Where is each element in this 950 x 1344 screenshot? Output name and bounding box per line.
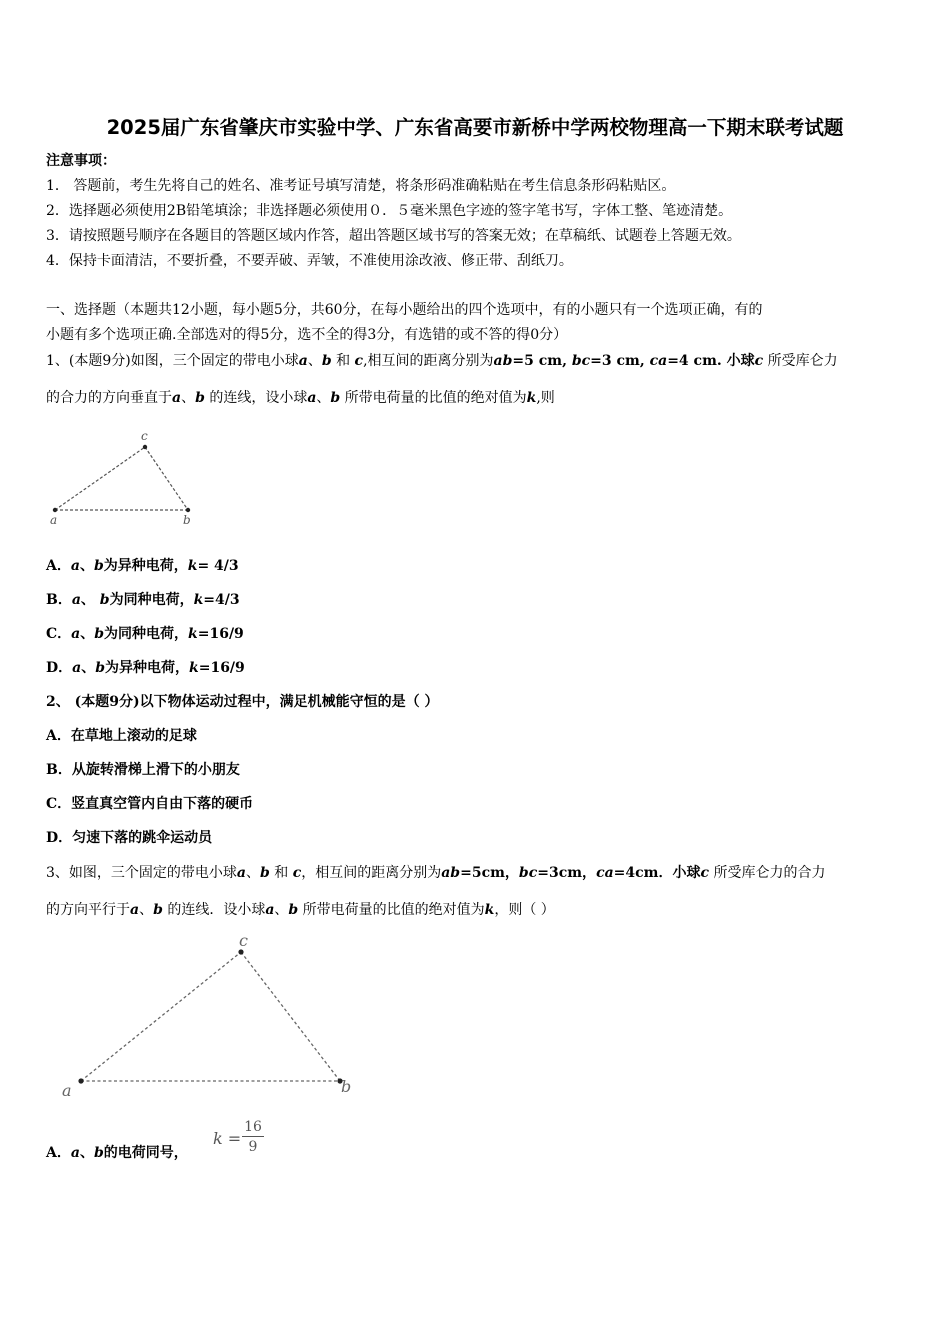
q3-label-b: b xyxy=(341,1077,352,1096)
q1-option-c: C．a、b为同种电荷，k=16/9 xyxy=(46,626,244,642)
notes-heading: 注意事项： xyxy=(46,153,116,169)
q1-option-a: A．a、b为异种电荷，k= 4/3 xyxy=(46,558,239,574)
q1-charge-a xyxy=(53,508,57,512)
q2-option-d: D．匀速下落的跳伞运动员 xyxy=(46,830,213,846)
note-item-3: 3．请按照题号顺序在各题目的答题区域内作答，超出答题区域书写的答案无效；在草稿纸、试题卷上答题无效。 xyxy=(46,228,741,244)
section-instructions-line2: 小题有多个选项正确.全部选对的得5分，选不全的得3分，有选错的或不答的得0分） xyxy=(46,327,568,343)
section-instructions-line1: 一、选择题（本题共12小题，每小题5分，共60分，在每小题给出的四个选项中，有的小题只有一个选项正确，有的 xyxy=(46,302,763,318)
note-item-2: 2．选择题必须使用2B铅笔填涂；非选择题必须使用０．５毫米黑色字迹的签字笔书写，字体工整、笔迹清楚。 xyxy=(46,203,733,219)
q1-label-b: b xyxy=(183,513,191,527)
q3-side-bc xyxy=(241,952,340,1081)
q1-triangle-diagram xyxy=(44,428,204,528)
q1-label-a: a xyxy=(50,513,58,527)
fraction-bar xyxy=(242,1136,264,1137)
q1-stem-line2: 的合力的方向垂直于a、b 的连线，设小球a、b 所带电荷量的比值的绝对值为k,则 xyxy=(46,390,555,406)
note-item-1: 1． 答题前，考生先将自己的姓名、准考证号填写清楚，将条形码准确粘贴在考生信息条形码粘贴区。 xyxy=(46,178,676,194)
fraction-lhs: k = xyxy=(213,1129,242,1148)
fraction-numerator: 16 xyxy=(244,1119,262,1135)
q1-side-ac xyxy=(55,447,145,510)
q1-option-b: B．a、 b为同种电荷，k=4/3 xyxy=(46,592,240,608)
q3-stem-line2: 的方向平行于a、b 的连线．设小球a、b 所带电荷量的比值的绝对值为k，则（ ） xyxy=(46,902,555,918)
q3-side-ac xyxy=(81,952,241,1081)
q2-option-c: C．竖直真空管内自由下落的硬币 xyxy=(46,796,254,812)
q1-side-bc xyxy=(145,447,188,510)
q1-option-d: D．a、b为异种电荷，k=16/9 xyxy=(46,660,245,676)
q3-label-c: c xyxy=(239,931,248,950)
q3-option-a: A．a、b的电荷同号， xyxy=(46,1145,188,1161)
q2-option-a: A．在草地上滚动的足球 xyxy=(46,728,197,744)
q1-stem-line1: 1、(本题9分)如图，三个固定的带电小球a、b 和 c,相互间的距离分别为ab=5 cm, bc=3 cm, ca=4 cm. 小球c 所受库仑力 xyxy=(46,353,838,369)
note-item-4: 4．保持卡面清洁，不要折叠，不要弄破、弄皱，不准使用涂改液、修正带、刮纸刀。 xyxy=(46,253,573,269)
page-title: 2025届广东省肇庆市实验中学、广东省高要市新桥中学两校物理高一下期末联考试题 xyxy=(106,116,844,139)
q3-triangle-diagram xyxy=(44,930,374,1105)
q3-label-a: a xyxy=(62,1081,72,1100)
q1-label-c: c xyxy=(141,429,148,443)
q2-stem: 2、 (本题9分)以下物体运动过程中，满足机械能守恒的是（ ） xyxy=(46,694,439,710)
q1-charge-b xyxy=(186,508,190,512)
q3-option-a-fraction xyxy=(213,1119,273,1167)
q3-charge-a xyxy=(78,1078,83,1083)
q1-charge-c xyxy=(143,445,147,449)
q2-option-b: B．从旋转滑梯上滑下的小朋友 xyxy=(46,762,240,778)
fraction-denominator: 9 xyxy=(248,1139,258,1155)
q3-stem-line1: 3、如图，三个固定的带电小球a、b 和 c，相互间的距离分别为ab=5cm，bc=3cm，ca=4cm．小球c 所受库仑力的合力 xyxy=(46,865,826,881)
q3-charge-c xyxy=(238,949,243,954)
